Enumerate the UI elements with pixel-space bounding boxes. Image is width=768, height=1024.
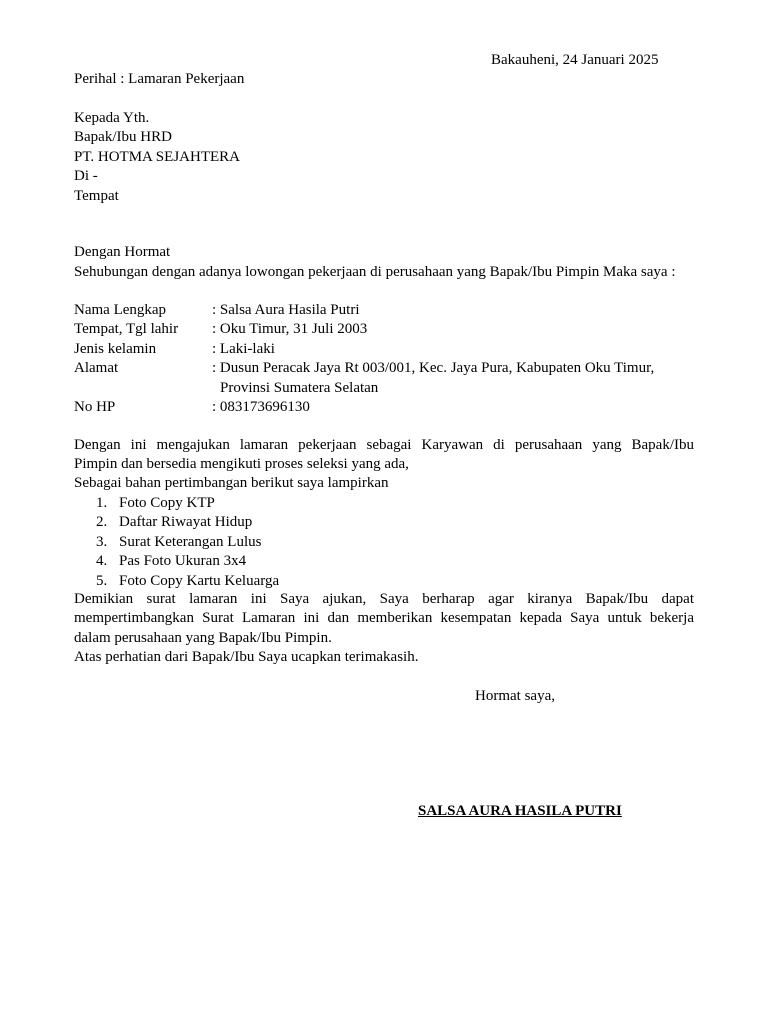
list-text: Surat Keterangan Lulus xyxy=(119,533,262,550)
greeting: Dengan Hormat xyxy=(74,244,171,260)
attachments-intro: Sebagai bahan pertimbangan berikut saya lampirkan xyxy=(74,475,389,491)
paragraph-line: Demikian surat lamaran ini Saya ajukan, Saya berharap agar kiranya Bapak/Ibu dapat xyxy=(74,591,694,607)
list-number: 4. xyxy=(96,553,108,570)
list-text: Pas Foto Ukuran 3x4 xyxy=(119,553,247,570)
data-label: Tempat, Tgl lahir xyxy=(74,321,179,338)
intro-text: Sehubungan dengan adanya lowongan pekerjaan di perusahaan yang Bapak/Ibu Pimpin Maka saya : xyxy=(74,264,676,280)
list-number: 3. xyxy=(96,533,108,550)
paragraph-line: Dengan ini mengajukan lamaran pekerjaan sebagai Karyawan di perusahaan yang Bapak/Ibu xyxy=(74,437,694,453)
paragraph-line: Pimpin dan bersedia mengikuti proses seleksi yang ada, xyxy=(74,456,409,473)
list-number: 5. xyxy=(96,572,108,589)
paragraph-line: mempertimbangkan Surat Lamaran ini dan memberikan kesempatan kepada Saya untuk bekerja xyxy=(74,610,694,627)
data-label: No HP xyxy=(74,398,116,415)
list-item xyxy=(96,513,279,532)
list-item xyxy=(96,572,279,591)
list-item xyxy=(96,533,279,552)
signature-name: SALSA AURA HASILA PUTRI xyxy=(418,803,622,819)
list-item xyxy=(96,494,279,513)
recipient-line: Di - xyxy=(74,168,98,185)
closing-paragraph xyxy=(74,590,694,648)
data-row xyxy=(74,359,654,378)
address-continuation: Provinsi Sumatera Selatan xyxy=(220,379,379,396)
recipient-line: PT. HOTMA SEJAHTERA xyxy=(74,148,240,165)
data-label: Alamat xyxy=(74,360,119,377)
list-text: Foto Copy Kartu Keluarga xyxy=(119,572,280,589)
recipient-block xyxy=(74,109,240,206)
data-label: Nama Lengkap xyxy=(74,302,167,318)
paragraph-line: dalam perusahaan yang Bapak/Ibu Pimpin. xyxy=(74,629,332,646)
application-paragraph xyxy=(74,436,694,475)
recipient-line: Kepada Yth. xyxy=(74,110,150,126)
data-value: : 083173696130 xyxy=(212,398,310,415)
data-label: Jenis kelamin xyxy=(74,340,157,357)
data-row xyxy=(74,320,654,339)
letter-date: Bakauheni, 24 Januari 2025 xyxy=(491,52,659,68)
list-number: 1. xyxy=(96,495,108,511)
data-value: : Dusun Peracak Jaya Rt 003/001, Kec. Jaya Pura, Kabupaten Oku Timur, xyxy=(212,360,655,377)
letter-subject: Perihal : Lamaran Pekerjaan xyxy=(74,71,245,87)
list-text: Daftar Riwayat Hidup xyxy=(119,514,253,531)
data-value: : Salsa Aura Hasila Putri xyxy=(212,302,360,318)
attachments-list xyxy=(96,494,279,591)
data-row xyxy=(74,340,654,359)
recipient-line: Tempat xyxy=(74,187,119,204)
data-row xyxy=(74,398,654,417)
data-value: : Oku Timur, 31 Juli 2003 xyxy=(212,321,368,338)
closing-salutation: Hormat saya, xyxy=(475,688,555,704)
data-value: : Laki-laki xyxy=(212,340,275,357)
list-item xyxy=(96,552,279,571)
data-row xyxy=(74,301,654,320)
list-text: Foto Copy KTP xyxy=(119,495,215,511)
applicant-data xyxy=(74,301,654,417)
list-number: 2. xyxy=(96,514,108,531)
recipient-line: Bapak/Ibu HRD xyxy=(74,129,172,146)
thanks-text: Atas perhatian dari Bapak/Ibu Saya ucapkan terimakasih. xyxy=(74,649,419,665)
